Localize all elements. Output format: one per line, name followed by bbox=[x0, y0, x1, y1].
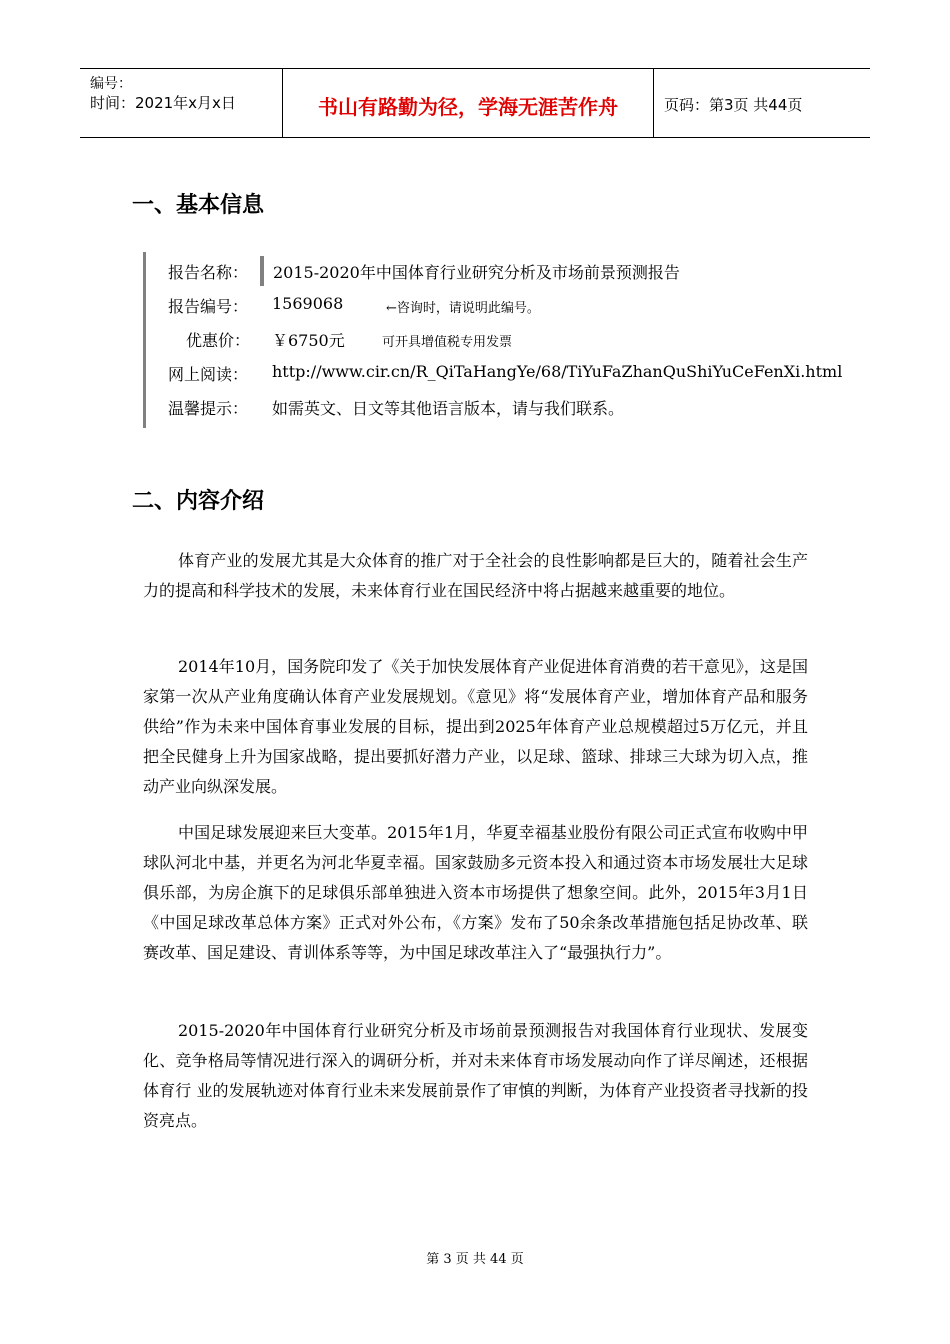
online-read-link[interactable]: http://www.cir.cn/R_QiTaHangYe/68/TiYuFaZhanQuShiYuCeFenXi.html bbox=[272, 362, 843, 381]
intro-paragraph: 中国足球发展迎来巨大变革。2015年1月，华夏幸福基业股份有限公司正式宣布收购中甲球队河北中基，并更名为河北华夏幸福。国家鼓励多元资本投入和通过资本市场发展壮大足球俱乐部，为房企旗下的足球俱乐部单独进入资本市场提供了想象空间。此外，2015年3月1日《中国足球改革总体方案》正式对外公布，《方案》发布了50余条改革措施包括足协改革、联赛改革、国足建设、青训体系等等，为中国足球改革注入了“最强执行力”。 bbox=[143, 823, 808, 962]
info-label: 网上阅读： bbox=[168, 365, 249, 384]
info-row-online-read bbox=[168, 362, 843, 385]
tip-value: 如需英文、日文等其他语言版本，请与我们联系。 bbox=[272, 399, 625, 418]
price-value: ￥6750元 bbox=[272, 331, 345, 350]
info-label: 报告名称： bbox=[168, 263, 249, 282]
document-number: 编号： bbox=[90, 76, 132, 92]
info-row-tip bbox=[168, 396, 625, 419]
section-title-basic-info: 一、基本信息 bbox=[132, 193, 265, 218]
info-row-report-number bbox=[168, 294, 540, 317]
header-meta-cell bbox=[80, 69, 283, 137]
report-number-value: 1569068 bbox=[272, 294, 344, 313]
basic-info-box bbox=[143, 252, 846, 428]
page-header bbox=[80, 68, 870, 138]
price-note: 可开具增值税专用发票 bbox=[382, 335, 513, 350]
header-motto-cell bbox=[283, 69, 654, 137]
report-number-note: ←咨询时，请说明此编号。 bbox=[386, 301, 540, 316]
info-row-report-name bbox=[168, 260, 680, 283]
intro-paragraph: 体育产业的发展尤其是大众体育的推广对于全社会的良性影响都是巨大的，随着社会生产力的提高和科学技术的发展，未来体育行业在国民经济中将占据越来越重要的地位。 bbox=[143, 551, 808, 600]
info-label: 温馨提示： bbox=[168, 399, 249, 418]
section-title-content-intro: 二、内容介绍 bbox=[132, 489, 265, 514]
info-label: 报告编号： bbox=[168, 297, 249, 316]
intro-paragraph: 2014年10月，国务院印发了《关于加快发展体育产业促进体育消费的若干意见》，这是国家第一次从产业角度确认体育产业发展规划。《意见》将“发展体育产业，增加体育产品和服务供给”作为未来中国体育事业发展的目标，提出到2025年体育产业总规模超过5万亿元，并且把全民健身上升为国家战略，提出要抓好潜力产业，以足球、篮球、排球三大球为切入点，推动产业向纵深发展。 bbox=[143, 657, 808, 796]
info-row-price bbox=[186, 328, 513, 351]
report-name-value: 2015-2020年中国体育行业研究分析及市场前景预测报告 bbox=[273, 263, 680, 282]
motto: 书山有路勤为径，学海无涯苦作舟 bbox=[318, 95, 618, 119]
info-label: 优惠价： bbox=[186, 331, 251, 350]
document-time: 时间：2021年x月x日 bbox=[90, 94, 236, 112]
intro-paragraph: 2015-2020年中国体育行业研究分析及市场前景预测报告对我国体育行业现状、发展变化、竞争格局等情况进行深入的调研分析，并对未来体育市场发展动向作了详尽阐述，还根据体育行 业的发展轨迹对体育行业未来发展前景作了审慎的判断，为体育产业投资者寻找新的投资亮点。 bbox=[143, 1021, 808, 1130]
header-page-info: 页码：第3页 共44页 bbox=[664, 96, 803, 114]
page-footer: 第 3 页 共 44 页 bbox=[426, 1252, 524, 1267]
header-page-cell bbox=[654, 69, 870, 137]
